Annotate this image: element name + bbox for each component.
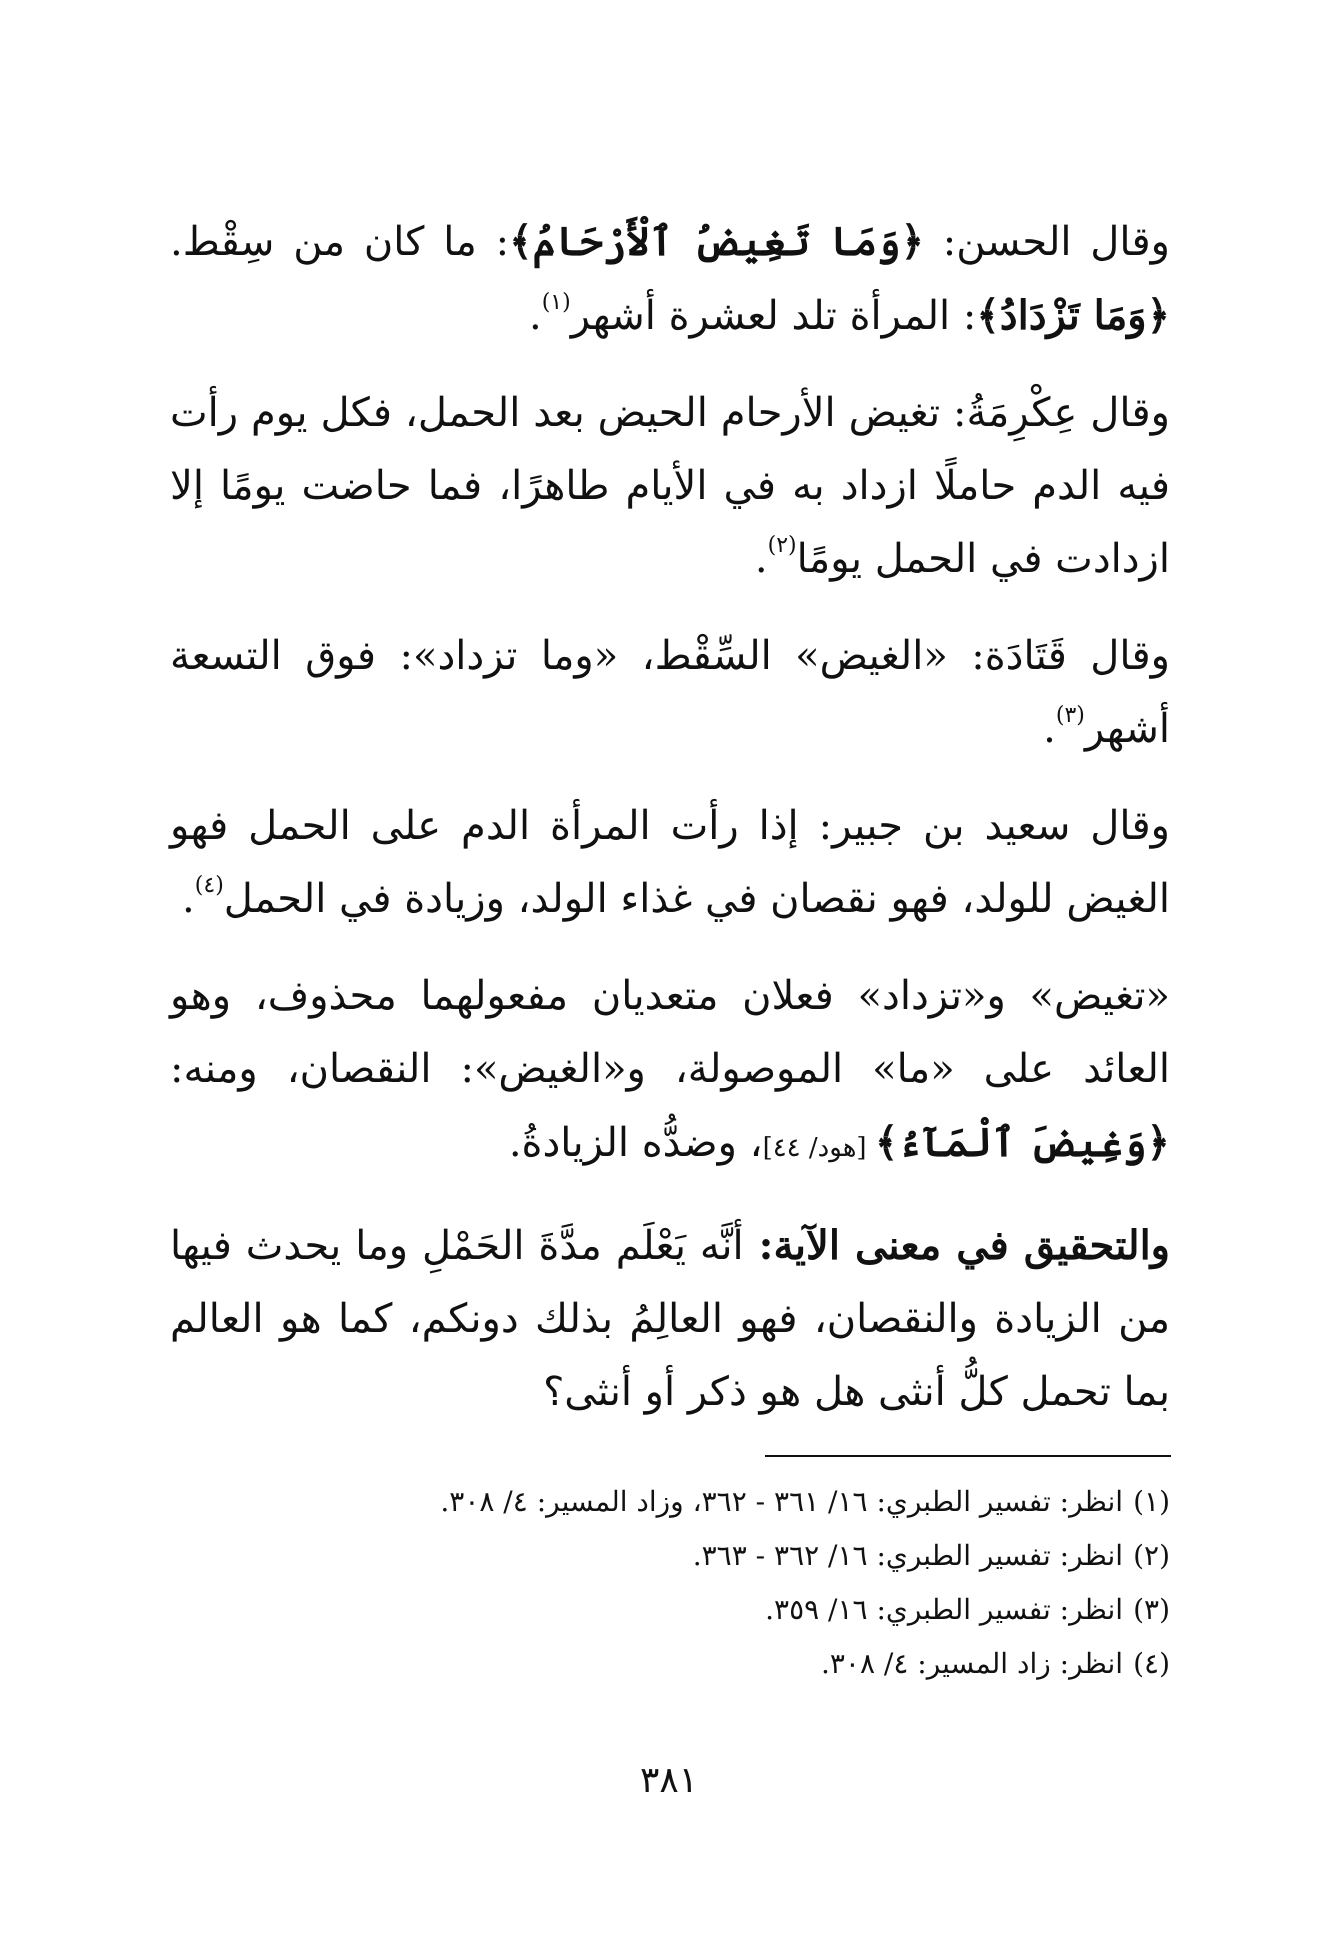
footnote-number: (١) <box>1133 1485 1170 1518</box>
footnote-text: انظر: زاد المسير: ٤/ ٣٠٨. <box>820 1647 1124 1680</box>
footnote-number: (٣) <box>1133 1593 1170 1626</box>
footnote-marker[interactable]: (٣) <box>1055 703 1085 729</box>
paragraph-grammar <box>170 960 1170 1185</box>
paragraph-ikrima <box>170 377 1170 596</box>
page-number: ٣٨١ <box>639 1760 698 1801</box>
paragraph-lead: والتحقيق في معنى الآية: <box>743 1222 1170 1269</box>
footnote-text: انظر: تفسير الطبري: ١٦/ ٣٦٢ - ٣٦٣. <box>692 1539 1124 1572</box>
paragraph-text: وقال عِكْرِمَةُ: تغيض الأرحام الحيض بعد الحمل، فكل يوم رأت فيه الدم حاملًا ازداد به في الأيام طاهرًا، فما حاضت يومًا إلا ازدادت في الحمل يومًا <box>170 390 1171 582</box>
paragraph-text: وقال سعيد بن جبير: إذا رأت المرأة الدم على الحمل فهو الغيض للولد، فهو نقصان في غذاء الولد، وزيادة في الحمل <box>170 803 1170 922</box>
footnote-item <box>300 1529 1170 1583</box>
main-text <box>170 205 1170 1453</box>
paragraph-hasan <box>170 205 1170 353</box>
paragraph-text: : المرأة تلد لعشرة أشهر <box>570 293 977 339</box>
footnote-item <box>300 1637 1170 1691</box>
footnote-number: (٢) <box>1133 1539 1170 1572</box>
paragraph-text: وقال قَتَادَة: «الغيض» السِّقْط، «وما تزداد»: فوق التسعة أشهر <box>170 633 1170 752</box>
footnote-marker[interactable]: (١) <box>541 290 571 316</box>
paragraph-text: : ما كان من سِقْط. <box>170 219 510 265</box>
footnotes <box>300 1475 1170 1691</box>
footnote-marker[interactable]: (٤) <box>194 873 224 899</box>
paragraph-text: ، وضدُّه الزيادةُ. <box>508 1120 763 1166</box>
paragraph-text: . <box>528 293 542 339</box>
paragraph-text: «تغيض» و«تزداد» فعلان متعديان مفعولهما محذوف، وهو العائد على «ما» الموصولة، و«الغيض»: النقصان، ومنه: <box>170 973 1170 1092</box>
paragraph-qatada <box>170 620 1170 766</box>
paragraph-text: وقال الحسن: <box>924 219 1170 265</box>
footnote-divider <box>765 1455 1171 1457</box>
paragraph-text: . <box>182 876 195 922</box>
paragraph-saeed <box>170 790 1170 936</box>
paragraph-text: أنَّه يَعْلَم مدَّةَ الحَمْلِ وما يحدث فيها من الزيادة والنقصان، فهو العالِمُ بذلك دونكم، كما هو العالم بما تحمل كلُّ أنثى هل هو ذكر أو أنثى؟ <box>170 1223 1170 1415</box>
footnote-number: (٤) <box>1133 1647 1170 1680</box>
quran-verse: ﴿وَغِيضَ ٱلْمَآءُ﴾ <box>874 1119 1170 1166</box>
quran-verse: ﴿وَمَا تَزْدَادُ﴾ <box>976 292 1170 339</box>
paragraph-text: . <box>754 536 768 582</box>
footnote-item <box>300 1583 1170 1637</box>
footnote-marker[interactable]: (٢) <box>767 533 797 559</box>
paragraph-conclusion <box>170 1209 1170 1429</box>
footnote-text: انظر: تفسير الطبري: ١٦/ ٣٥٩. <box>765 1593 1124 1626</box>
quran-verse: ﴿وَمَا تَغِيضُ ٱلْأَرْحَامُ﴾ <box>509 218 925 265</box>
paragraph-text: . <box>1043 706 1056 752</box>
footnote-item <box>300 1475 1170 1529</box>
verse-reference: [هود/ ٤٤] <box>762 1133 875 1163</box>
footnote-text: انظر: تفسير الطبري: ١٦/ ٣٦١ - ٣٦٢، وزاد المسير: ٤/ ٣٠٨. <box>440 1485 1124 1518</box>
